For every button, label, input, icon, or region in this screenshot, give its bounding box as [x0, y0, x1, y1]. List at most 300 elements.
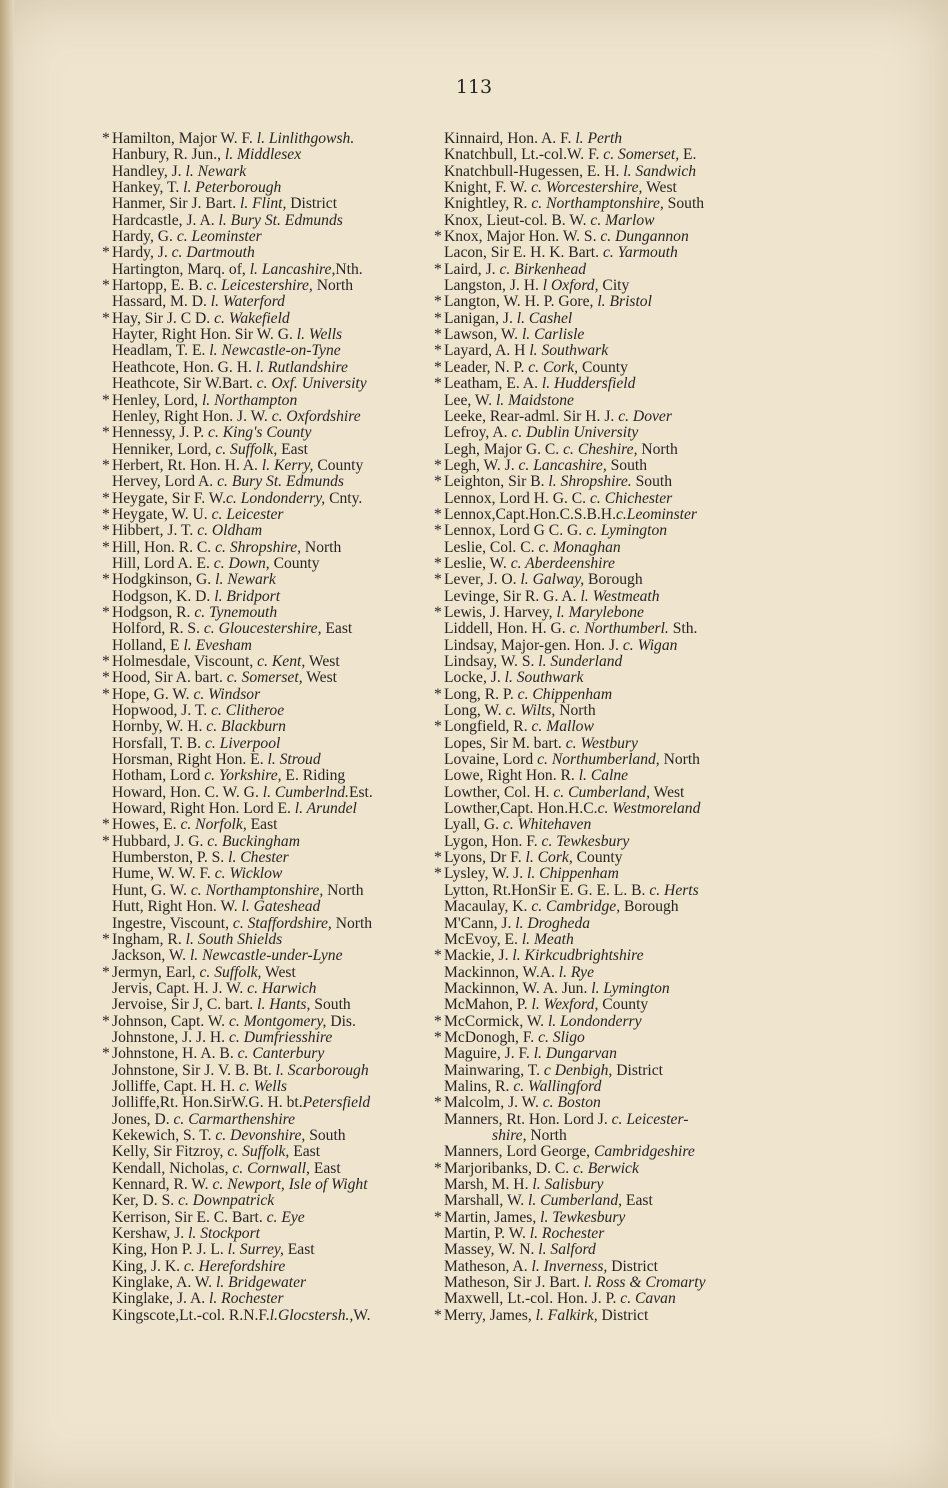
member-entry [100, 834, 440, 850]
constituency-type: c [543, 1061, 551, 1079]
constituency-type: c. [228, 1012, 240, 1030]
member-name: Manners, Lord George, [444, 1143, 594, 1161]
member-name: Hill, Hon. R. C. [112, 538, 216, 556]
constituency-type: l. [240, 195, 249, 213]
constituency-name: Middlesex [233, 146, 302, 164]
member-name: Hodgson, K. D. [112, 587, 215, 605]
member-name: Hennessy, J. P. [112, 424, 209, 442]
member-name: Howes, E. [112, 816, 181, 834]
constituency-type: c. [589, 489, 601, 507]
member-entry [432, 1063, 777, 1079]
new-member-marker: * [434, 260, 442, 278]
member-entry [100, 703, 440, 719]
new-member-marker: * [434, 1094, 442, 1112]
constituency-type: c. [573, 1159, 584, 1177]
new-member-marker: * [102, 130, 110, 147]
constituency-division: West [649, 783, 685, 801]
constituency-name: Newport, Isle of Wight [223, 1176, 368, 1193]
member-name: Lyall, G. [444, 816, 503, 834]
constituency-name: Worcestershire, [541, 179, 643, 197]
member-name: Leslie, Col. C. [444, 538, 539, 556]
constituency-name: Meath [530, 930, 574, 948]
constituency-name: Wexford, [539, 996, 599, 1014]
member-entry [100, 605, 440, 621]
new-member-marker: * [102, 522, 110, 540]
constituency-type: l. [504, 669, 513, 687]
constituency-type: c. [212, 1176, 224, 1193]
constituency-name: Westmeath [588, 587, 660, 605]
member-entry [100, 458, 440, 474]
constituency-name: Salford [546, 1241, 596, 1259]
new-member-marker: * [102, 1012, 110, 1030]
member-name: Hope, G. W. [112, 685, 194, 703]
member-entry [100, 1161, 440, 1177]
member-entry [432, 343, 777, 359]
constituency-name: Oxfordshire [282, 407, 361, 425]
constituency-type: l. [209, 1290, 218, 1308]
constituency-name: Northamptonshire, [542, 195, 664, 213]
constituency-type: c. [176, 228, 188, 246]
member-entry [432, 817, 777, 833]
constituency-type: c. [257, 653, 268, 670]
member-name: Hopwood, J. T. [112, 702, 212, 720]
member-entry [432, 1193, 777, 1209]
constituency-name: Westbury [576, 734, 638, 752]
constituency-name: Rochester [538, 1225, 605, 1243]
member-entry [100, 442, 440, 458]
member-name: Lindsay, Major-gen. Hon. J. [444, 636, 623, 654]
constituency-type: c. [183, 1257, 195, 1275]
member-name: Knatchbull-Hugessen, E. H. [444, 162, 624, 180]
member-name: Johnstone, Sir J. V. B. Bt. [112, 1061, 276, 1079]
constituency-name: Somerset, [614, 146, 680, 164]
member-entry [432, 654, 777, 670]
member-entry [100, 376, 440, 392]
constituency-division: East [277, 440, 308, 458]
constituency-type: c. [214, 309, 225, 327]
member-name: Hubbard, J. G. [112, 832, 208, 850]
constituency-name: Surrey, [235, 1241, 284, 1259]
member-entry [100, 556, 440, 572]
constituency-type: c. [531, 898, 543, 916]
constituency-type: l. [249, 260, 258, 278]
member-name: Manners, Rt. Hon. Lord J. [444, 1110, 612, 1128]
member-name: Hardy, G. [112, 228, 177, 246]
member-entry [432, 442, 777, 458]
constituency-type: l. [548, 473, 557, 491]
constituency-type: c. [542, 1094, 554, 1112]
member-entry [432, 1161, 777, 1177]
constituency-name: Galway, [528, 571, 585, 589]
member-name: Jolliffe, Capt. H. H. [112, 1077, 240, 1095]
constituency-name: Dover [629, 407, 672, 425]
constituency-type: l. [538, 1241, 547, 1259]
constituency-type: c. [197, 522, 209, 540]
constituency-name: Cumberlnd. [270, 783, 349, 801]
constituency-type: l. [210, 293, 219, 311]
member-entry [432, 229, 777, 245]
member-name: Mackinnon, W.A. [444, 963, 559, 981]
member-name: Johnstone, H. A. B. [112, 1045, 238, 1063]
constituency-name: Downpatrick [188, 1192, 275, 1210]
page-number: 113 [455, 76, 493, 98]
member-entry [432, 1046, 777, 1062]
constituency-division: County [269, 554, 320, 572]
member-entry [432, 834, 777, 850]
constituency-type: c. [615, 505, 627, 523]
constituency-name: shire, [492, 1126, 527, 1144]
constituency-type: l. [183, 636, 192, 654]
constituency-type: c. [597, 800, 609, 818]
constituency-name: Wallingford [524, 1077, 602, 1095]
member-name: Henniker, Lord, [112, 440, 216, 458]
member-name: Lovaine, Lord [444, 751, 538, 769]
member-name: Johnson, Capt. W. [112, 1012, 229, 1030]
new-member-marker: * [434, 375, 442, 393]
constituency-type: c. [193, 685, 205, 703]
constituency-division: North [331, 914, 373, 932]
constituency-type: c. [537, 751, 548, 769]
member-name: Heygate, W. U. [112, 505, 212, 523]
constituency-type: l. [294, 800, 304, 818]
member-name: Humberston, P. S. [112, 849, 229, 867]
constituency-type: c. [553, 783, 565, 801]
constituency-type: c. [622, 636, 634, 654]
constituency-type: l. [209, 342, 218, 360]
constituency-name: Cumberland, [536, 1192, 623, 1210]
member-entry [100, 360, 440, 376]
constituency-type: l. [296, 326, 305, 344]
constituency-name: Staffordshire, [243, 914, 332, 932]
constituency-division: Nth. [335, 260, 363, 278]
constituency-name: Cheshire, [573, 440, 638, 458]
constituency-division: West [305, 653, 340, 670]
constituency-type: c. [215, 1126, 227, 1144]
member-name: Long, R. P. [444, 685, 518, 703]
new-member-marker: * [434, 865, 442, 883]
member-name: Hill, Lord A. E. [112, 554, 214, 572]
member-name: Jones, D. [112, 1110, 174, 1128]
constituency-name: Lancashire, [257, 260, 336, 278]
constituency-type: c. [518, 456, 530, 474]
constituency-division: East [246, 816, 278, 834]
constituency-name: Oxford, [547, 277, 599, 295]
member-entry [100, 883, 440, 899]
member-entry [100, 1291, 440, 1307]
member-entry [432, 213, 777, 229]
constituency-name: Rutlandshire [264, 358, 348, 376]
member-name: Hamilton, Major W. F. [112, 130, 257, 147]
constituency-division: South [310, 996, 351, 1014]
member-entry [100, 1095, 440, 1111]
member-entry [432, 703, 777, 719]
member-entry [100, 507, 440, 523]
member-entry [100, 540, 440, 556]
member-name: Jackson, W. [112, 947, 190, 965]
member-entry [432, 752, 777, 768]
member-entry [432, 540, 777, 556]
constituency-name: Cambridgeshire [593, 1143, 695, 1161]
constituency-name: Sligo [548, 1028, 585, 1046]
member-name: Lennox, Lord G C. G. [444, 522, 587, 540]
member-name: Heathcote, Hon. G. H. [112, 358, 256, 376]
constituency-name: Suffolk, [238, 1143, 290, 1161]
member-entry [432, 883, 777, 899]
constituency-type: l. [535, 1306, 544, 1324]
constituency-name: Londonderry, [236, 489, 326, 507]
constituency-name: Falkirk, [543, 1306, 598, 1324]
member-entry [432, 1242, 777, 1258]
member-name: King, J. K. [112, 1257, 184, 1275]
member-entry [100, 768, 440, 784]
constituency-type: c. [531, 195, 543, 213]
constituency-division: West [642, 179, 677, 197]
member-entry [432, 523, 777, 539]
constituency-name: Rochester [217, 1290, 284, 1308]
constituency-type: c. [517, 685, 529, 703]
member-name: Hutt, Right Hon. W. [112, 898, 242, 916]
member-entry [100, 638, 440, 654]
constituency-type: c. [232, 914, 244, 932]
constituency-type: l. [580, 587, 589, 605]
member-entry [432, 572, 777, 588]
constituency-type: c. [228, 1028, 240, 1046]
constituency-name: Petersfield [302, 1094, 371, 1112]
member-entry [432, 719, 777, 735]
constituency-name: Eye [277, 1208, 305, 1226]
constituency-type: c. [206, 718, 218, 736]
member-name: Macaulay, K. [444, 898, 532, 916]
constituency-name: Arundel [303, 800, 357, 818]
constituency-name: Ross & Cromarty [592, 1274, 706, 1292]
constituency-name: Birkenhead [510, 260, 587, 278]
member-entry [432, 262, 777, 278]
constituency-name: Chippenham [528, 685, 613, 703]
member-name: Kinglake, J. A. [112, 1290, 210, 1308]
member-entry [432, 327, 777, 343]
constituency-type: l. [261, 456, 271, 474]
constituency-name: Sandwich [631, 162, 697, 180]
member-entry [432, 556, 777, 572]
constituency-name: Northumberland, [547, 751, 660, 769]
constituency-name: Bristol [605, 293, 652, 311]
member-name: McEvoy, E. [444, 930, 522, 948]
member-entry [100, 572, 440, 588]
member-name: Heygate, Sir F. W. [112, 489, 226, 507]
constituency-name: Waterford [218, 293, 285, 311]
constituency-type: l. [267, 751, 276, 769]
member-entry [100, 213, 440, 229]
member-entry [432, 376, 777, 392]
member-name: Kekewich, S. T. [112, 1126, 216, 1144]
new-member-marker: * [434, 309, 442, 327]
constituency-type: l. [515, 914, 524, 932]
member-entry [100, 850, 440, 866]
member-entry [432, 638, 777, 654]
member-entry [432, 1291, 777, 1307]
member-name: Langton, W. H. P. Gore, [444, 293, 598, 311]
constituency-division: District [612, 1061, 664, 1079]
new-member-marker: * [102, 930, 110, 948]
member-name: Hotham, Lord [112, 767, 205, 785]
constituency-type: l. [520, 571, 529, 589]
member-entry [100, 1308, 440, 1324]
constituency-type: l. [538, 653, 547, 670]
member-name: Leslie, W. [444, 554, 511, 572]
new-member-marker: * [102, 277, 110, 295]
constituency-division: East [309, 1159, 341, 1177]
constituency-name: Southwark [512, 669, 584, 687]
new-member-marker: * [434, 1208, 442, 1226]
constituency-name: Bury St. Edmunds [227, 473, 344, 491]
member-name: Long, W. [444, 702, 506, 720]
constituency-name: Whitehaven [513, 816, 592, 834]
member-name: Marshall, W. [444, 1192, 529, 1210]
member-name: Lindsay, W. S. [444, 653, 539, 670]
constituency-name: Southwark [537, 342, 609, 360]
member-name: Holland, E [112, 636, 184, 654]
constituency-type: c. [213, 554, 225, 572]
constituency-type: c. [499, 260, 511, 278]
new-member-marker: * [102, 832, 110, 850]
member-entry [432, 1144, 777, 1160]
constituency-type: l. [183, 179, 192, 197]
constituency-name: Windsor [204, 685, 261, 703]
constituency-name: Leominster [626, 505, 697, 523]
constituency-type: c. [531, 179, 542, 197]
member-name: Hanbury, R. Jun., [112, 146, 225, 164]
constituency-name: Herefordshire [194, 1257, 286, 1275]
constituency-type: l. [540, 1208, 549, 1226]
new-member-marker: * [102, 1045, 110, 1063]
constituency-name: Stockport [196, 1225, 260, 1243]
constituency-name: Kent, [268, 653, 306, 670]
member-entry [432, 687, 777, 703]
member-entry [432, 621, 777, 637]
member-name: Malcolm, J. W. [444, 1094, 543, 1112]
constituency-division: E. [679, 146, 697, 164]
constituency-type: c. [199, 963, 211, 981]
constituency-name: Linlithgowsh. [264, 130, 355, 147]
member-entry [100, 654, 440, 670]
member-entry [100, 1112, 440, 1128]
constituency-name: Denbigh, [550, 1061, 613, 1079]
constituency-name: Flint, [248, 195, 287, 213]
constituency-type: l. [214, 587, 223, 605]
member-entry [100, 180, 440, 196]
member-entry [432, 131, 777, 147]
member-name: Malins, R. [444, 1077, 514, 1095]
constituency-division: Dis. [326, 1012, 356, 1030]
member-entry [100, 997, 440, 1013]
constituency-type: l. [228, 849, 237, 867]
member-name: Mackie, J. [444, 947, 513, 965]
constituency-name: Suffolk, [226, 440, 278, 458]
member-name: Kerrison, Sir E. C. Bart. [112, 1208, 267, 1226]
member-entry [100, 327, 440, 343]
constituency-name: Wilts, [516, 702, 556, 720]
constituency-type: c. [237, 1045, 249, 1063]
member-entry [100, 1014, 440, 1030]
constituency-type: c. [563, 440, 574, 458]
member-entry [432, 147, 777, 163]
constituency-name: Kirkcudbrightshire [520, 947, 644, 965]
new-member-marker: * [102, 963, 110, 981]
member-entry [100, 899, 440, 915]
member-name: Ingham, R. [112, 930, 186, 948]
member-name: Hodgson, R. [112, 603, 195, 621]
constituency-name: Harwich [257, 979, 317, 997]
constituency-name: Suffolk, [210, 963, 262, 981]
member-entry [432, 589, 777, 605]
constituency-name: Cashel [525, 309, 573, 327]
constituency-type: l. [512, 947, 521, 965]
page-edge [0, 0, 14, 1488]
constituency-name: Dungarvan [541, 1045, 617, 1063]
constituency-type: c. [618, 407, 630, 425]
constituency-division: County [572, 849, 623, 867]
constituency-type: c. [226, 669, 238, 687]
constituency-name: Aberdeenshire [521, 554, 615, 572]
constituency-name: Leicester [222, 505, 284, 523]
new-member-marker: * [434, 849, 442, 867]
member-name: Kingscote,Lt.-col. R.N.F. [112, 1306, 270, 1324]
constituency-name: Newark [193, 162, 247, 180]
member-name: Hassard, M. D. [112, 293, 211, 311]
member-entry [100, 1046, 440, 1062]
constituency-name: Oxf. University [267, 375, 367, 393]
constituency-type: l. [189, 947, 199, 965]
member-name: Hankey, T. [112, 179, 184, 197]
constituency-division: District [286, 195, 338, 213]
constituency-name: Oldham [208, 522, 263, 540]
member-entry [432, 1226, 777, 1242]
member-entry [432, 425, 777, 441]
member-name: Marjoribanks, D. C. [444, 1159, 574, 1177]
constituency-name: Monaghan [549, 538, 621, 556]
new-member-marker: * [102, 816, 110, 834]
constituency-name: Wakefield [224, 309, 290, 327]
constituency-division: Cnty. [325, 489, 363, 507]
constituency-name: Hants, [265, 996, 311, 1014]
constituency-division: District [607, 1257, 658, 1275]
member-name: Lefroy, A. [444, 424, 512, 442]
member-name: Herbert, Rt. Hon. H. A. [112, 456, 262, 474]
member-entry [100, 245, 440, 261]
member-name: Hunt, G. W. [112, 881, 191, 899]
constituency-type: l. [201, 391, 211, 409]
member-name: Leatham, E. A. [444, 375, 542, 393]
constituency-name: Shropshire. [556, 473, 632, 491]
constituency-type: c. [511, 424, 523, 442]
new-member-marker: * [434, 358, 442, 376]
constituency-name: Mallow [542, 718, 594, 736]
member-name: Hayter, Right Hon. Sir W. G. [112, 326, 297, 344]
constituency-type: c. [171, 244, 183, 262]
member-entry [100, 1193, 440, 1209]
member-name: Lewis, J. Harvey, [444, 603, 557, 621]
constituency-name: Blackburn [217, 718, 286, 736]
constituency-division: Borough [620, 898, 679, 916]
constituency-division: South [305, 1126, 346, 1144]
member-name: Jolliffe,Rt. Hon.SirW.G. H. bt. [112, 1094, 303, 1112]
constituency-name: Boston [553, 1094, 601, 1112]
constituency-name: Tewkesbury [552, 832, 630, 850]
member-entry [100, 1226, 440, 1242]
constituency-type: l. [185, 162, 194, 180]
member-entry [432, 1014, 777, 1030]
constituency-name: Dartmouth [182, 244, 255, 262]
